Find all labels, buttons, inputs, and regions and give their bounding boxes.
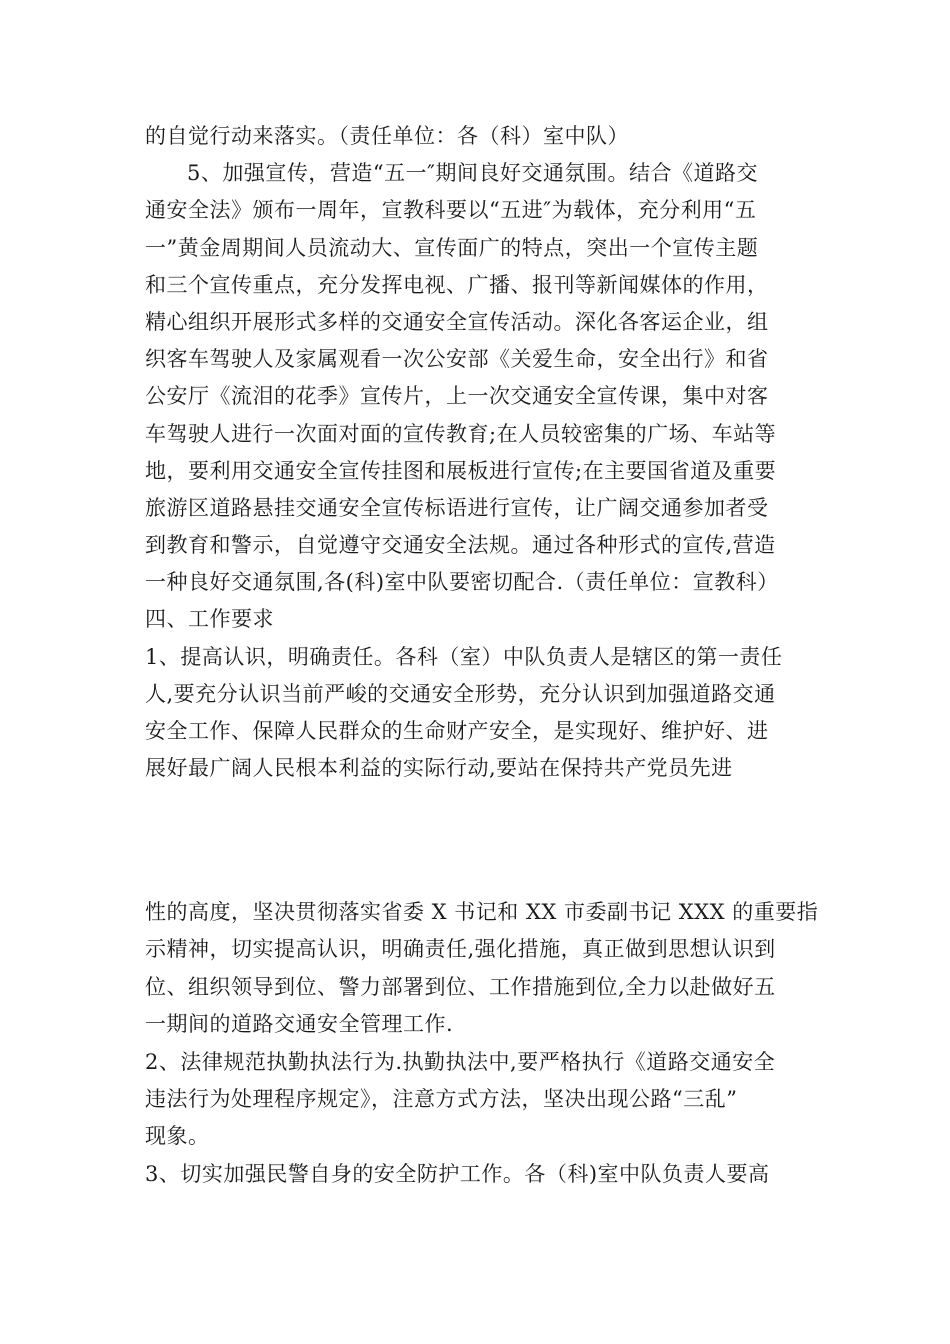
text-line: 一期间的道路交通安全管理工作. [145,1012,454,1037]
text-line: 现象。 [145,1124,210,1149]
text-line: 公安厅《流泪的花季》宣传片，上一次交通安全宣传课，集中对客 [145,384,769,409]
text-line: 织客车驾驶人及家属观看一次公安部《关爱生命，安全出行》和省 [145,347,769,372]
text-line: 通安全法》颁布一周年，宣教科要以“五进″为载体，充分利用“五 [145,198,757,223]
text-line: 地，要利用交通安全宣传挂图和展板进行宣传;在主要国省道及重要 [145,458,777,483]
text-line: 性的高度，坚决贯彻落实省委 X 书记和 XX 市委副书记 XXX 的重要指 [145,900,819,924]
text-line: 1、提高认识，明确责任。各科（室）中队负责人是辖区的第一责任 [145,644,783,669]
text-line: 安全工作、保障人民群众的生命财产安全，是实现好、维护好、进 [145,719,769,743]
text-line: 展好最广阔人民根本利益的实际行动,要站在保持共产党员先进 [145,756,733,781]
text-line: 人,要充分认识当前严峻的交通安全形势，充分认识到加强道路交通 [145,681,776,706]
text-line: 位、组织领导到位、警力部署到位、工作措施到位,全力以赴做好五 [145,974,776,999]
text-line: 车驾驶人进行一次面对面的宣传教育;在人员较密集的广场、车站等 [145,421,777,446]
text-line: 违法行为处理程序规定》，注意方式方法，坚决出现公路“三乱” [145,1086,738,1111]
text-line: 一种良好交通氛围,各(科)室中队要密切配合.（责任单位：宣教科） [145,570,779,595]
document-text-top [145,118,815,787]
text-line: 示精神，切实提高认识，明确责任,强化措施，真正做到思想认识到 [145,937,776,962]
text-line: 3、切实加强民警自身的安全防护工作。各（科)室中队负责人要高 [145,1161,770,1186]
document-text-bottom [145,894,819,1193]
text-line: 到教育和警示，自觉遵守交通安全法规。通过各种形式的宣传,营造 [145,533,776,558]
text-line: 精心组织开展形式多样的交通安全宣传活动。深化各客运企业，组 [145,309,769,334]
section-heading: 四、工作要求 [145,607,274,632]
text-line: 一”黄金周期间人员流动大、宣传面广的特点，突出一个宣传主题 [145,235,759,260]
text-line: 5、加强宣传，营造“五一″期间良好交通氛围。结合《道路交 [187,161,758,186]
text-line: 和三个宣传重点，充分发挥电视、广播、报刊等新闻媒体的作用， [145,272,769,297]
text-line: 2、法律规范执勤执法行为.执勤执法中,要严格执行《道路交通安全 [145,1049,776,1074]
text-line: 的自觉行动来落实。（责任单位：各（科）室中队） [145,124,629,148]
text-line: 旅游区道路悬挂交通安全宣传标语进行宣传，让广阔交通参加者受 [145,495,769,520]
